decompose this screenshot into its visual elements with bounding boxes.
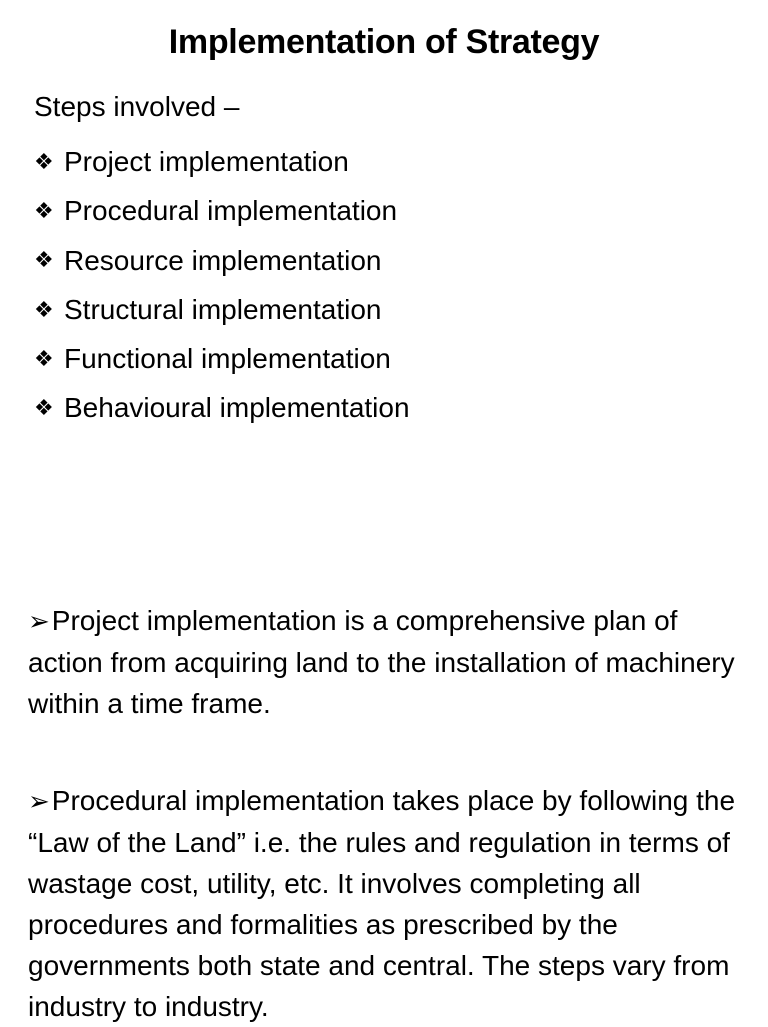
diamond-bullet-icon: ❖ <box>34 296 54 322</box>
slide-title: Implementation of Strategy <box>168 23 600 61</box>
step-item <box>34 285 410 334</box>
diamond-bullet-icon: ❖ <box>34 395 54 421</box>
step-label: Resource implementation <box>64 244 382 276</box>
step-label: Procedural implementation <box>64 195 398 227</box>
paragraph-procedural-implementation <box>28 780 740 1027</box>
step-item <box>34 186 410 235</box>
arrow-bullet-icon: ➢ <box>28 606 50 636</box>
paragraph-text: Procedural implementation takes place by following the “Law of the Land” i.e. the rules and regulation in terms of wastage cost, utility, etc. It involves completing all procedures and formalities as prescribed by the governments both state and central. The steps vary from industry to industry. <box>28 785 736 1022</box>
step-item <box>34 334 410 383</box>
step-item <box>34 137 410 186</box>
steps-list <box>34 137 410 433</box>
step-label: Functional implementation <box>64 343 391 375</box>
paragraph-project-implementation <box>28 600 740 724</box>
diamond-bullet-icon: ❖ <box>34 247 54 273</box>
step-item <box>34 236 410 285</box>
step-label: Structural implementation <box>64 293 382 325</box>
arrow-bullet-icon: ➢ <box>28 786 50 816</box>
steps-intro: Steps involved – <box>34 91 240 122</box>
diamond-bullet-icon: ❖ <box>34 345 54 371</box>
step-label: Behavioural implementation <box>64 392 410 424</box>
paragraph-text: Project implementation is a comprehensive plan of action from acquiring land to the installation of machinery within a time frame. <box>28 605 735 719</box>
diamond-bullet-icon: ❖ <box>34 197 54 223</box>
diamond-bullet-icon: ❖ <box>34 148 54 174</box>
step-item <box>34 383 410 432</box>
step-label: Project implementation <box>64 146 349 177</box>
